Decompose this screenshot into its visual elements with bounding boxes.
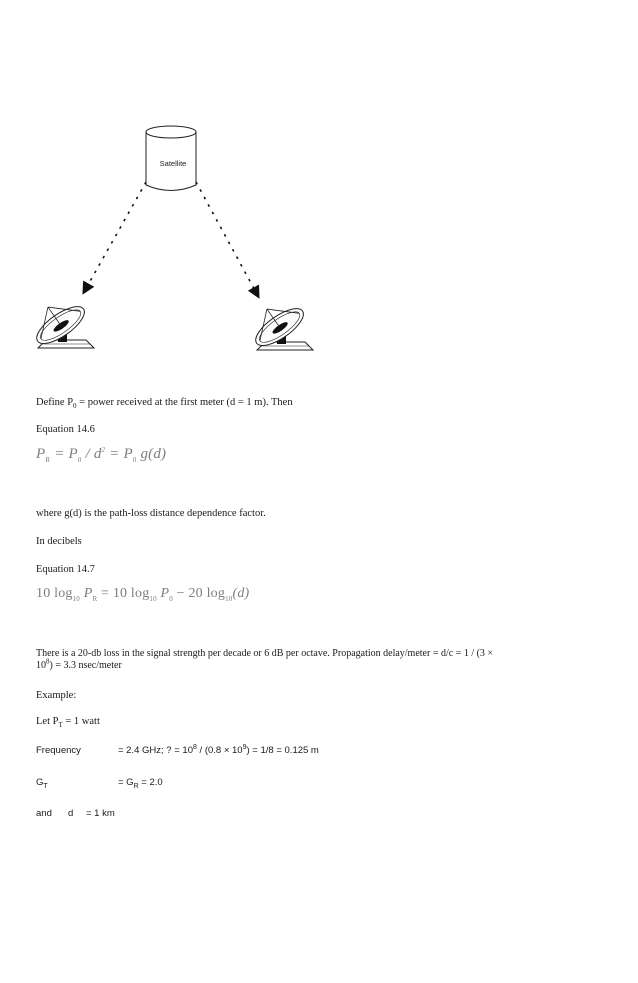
eq-superscript: 2 xyxy=(101,446,106,454)
eq-subscript: 0 xyxy=(169,595,173,603)
freq-text: = 2.4 GHz; ? = 10 xyxy=(118,745,193,756)
in-decibels-text: In decibels xyxy=(36,536,82,547)
frequency-label: Frequency xyxy=(36,745,81,756)
let-text: Let P xyxy=(36,716,59,727)
eq-symbol: − 20 log xyxy=(172,586,226,601)
eq-subscript: 0 xyxy=(77,456,82,464)
define-text: = power received at the first meter (d = 1 m). Then xyxy=(76,397,293,408)
satellite-link-diagram xyxy=(0,0,638,380)
eq-symbol: g(d) xyxy=(136,446,167,462)
freq-text: / (0.8 × 10 xyxy=(196,745,243,756)
equation-14-6 xyxy=(36,446,166,464)
gt-text: = G xyxy=(118,777,134,788)
ground-station-dish-icon xyxy=(244,293,313,352)
frequency-value xyxy=(118,745,319,757)
gt-row xyxy=(36,777,163,790)
eq-symbol: P xyxy=(156,586,170,601)
freq-text: ) = 1/8 = 0.125 m xyxy=(246,745,319,756)
let-pt-text xyxy=(36,716,100,728)
eq-subscript: 10 xyxy=(225,595,233,603)
eq-symbol: = P xyxy=(105,446,133,462)
eq-symbol: P xyxy=(80,586,93,601)
eq-symbol: P xyxy=(36,446,46,462)
gt-text: = 2.0 xyxy=(138,777,163,788)
loss-text: 10 xyxy=(36,660,46,671)
eq-symbol: / d xyxy=(81,446,102,462)
loss-paragraph-line2 xyxy=(36,657,122,672)
eq-symbol: (d) xyxy=(232,586,250,601)
subscript: R xyxy=(133,782,139,790)
example-heading: Example: xyxy=(36,690,77,701)
eq-symbol: = 10 log xyxy=(97,586,150,601)
subscript: 0 xyxy=(73,402,77,411)
eq-symbol: = P xyxy=(50,446,78,462)
distance-value: = 1 km xyxy=(86,808,115,819)
loss-paragraph-line1: There is a 20-db loss in the signal strength per decade or 6 dB per octave. Propagation delay/meter = d/c = 1 / (3 × xyxy=(36,648,494,659)
and-d-row xyxy=(36,808,115,820)
eq-subscript: 10 xyxy=(72,595,80,603)
define-text: Define P xyxy=(36,397,74,408)
loss-text: ) = 3.3 nsec/meter xyxy=(49,660,122,671)
equation-14-7-label: Equation 14.7 xyxy=(36,564,95,575)
uplink-dashed-line xyxy=(84,182,146,292)
eq-subscript: R xyxy=(92,595,98,603)
subscript: T xyxy=(43,782,48,790)
superscript: 9 xyxy=(242,743,247,751)
eq-subscript: 0 xyxy=(132,456,137,464)
superscript: 8 xyxy=(46,657,50,666)
ground-station-dish-icon xyxy=(25,291,94,350)
subscript: T xyxy=(58,721,63,730)
eq-symbol: 10 log xyxy=(36,586,73,601)
and-label: and xyxy=(36,808,52,819)
let-text: = 1 watt xyxy=(62,716,100,727)
downlink-dashed-line xyxy=(196,182,258,296)
d-label: d xyxy=(68,808,74,819)
eq-subscript: 10 xyxy=(149,595,157,603)
equation-14-7 xyxy=(36,586,249,603)
gt-label: G xyxy=(36,777,44,788)
define-p0-paragraph xyxy=(36,397,293,409)
where-paragraph: where g(d) is the path-loss distance dependence factor. xyxy=(36,508,266,519)
superscript: 8 xyxy=(193,743,197,751)
eq-subscript: R xyxy=(45,456,51,464)
satellite-label: Satellite xyxy=(159,159,187,168)
equation-14-6-label: Equation 14.6 xyxy=(36,424,95,435)
gt-value xyxy=(118,777,163,789)
